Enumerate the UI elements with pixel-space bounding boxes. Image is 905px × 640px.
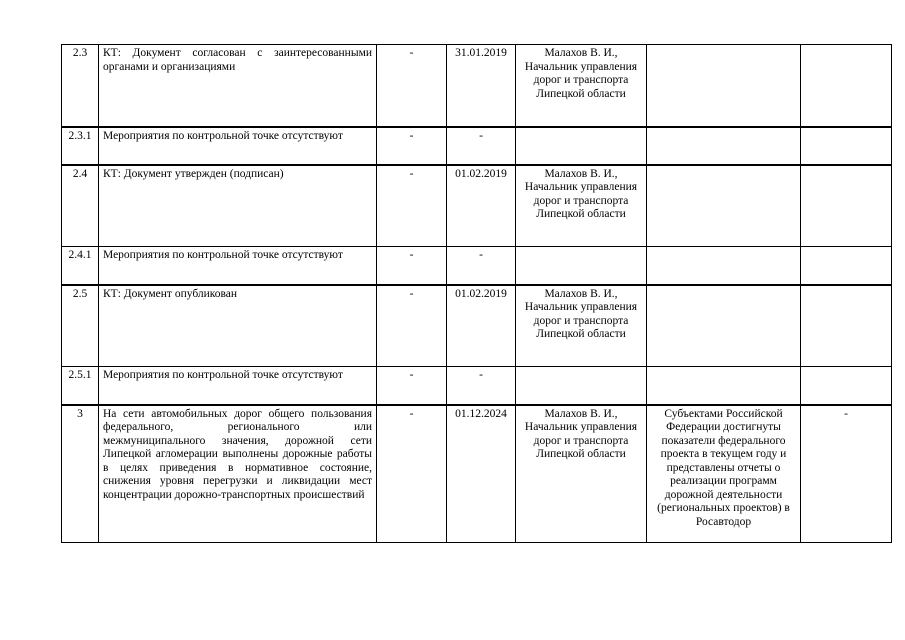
row-extra <box>801 285 892 367</box>
row-result <box>647 165 801 247</box>
row-dash: - <box>377 405 447 543</box>
row-result: Субъектами Российской Федерации достигнуты показатели федерального проекта в текущем году и представлены отчеты о реализации программ дорожной деятельности (региональных проектов) в Росавтодор <box>647 405 801 543</box>
row-number: 2.3 <box>62 45 99 127</box>
row-extra <box>801 127 892 165</box>
row-result <box>647 127 801 165</box>
row-result <box>647 367 801 405</box>
row-number: 2.5 <box>62 285 99 367</box>
row-extra <box>801 45 892 127</box>
row-responsible <box>516 367 647 405</box>
table-row <box>62 285 892 367</box>
row-date: - <box>447 367 516 405</box>
row-extra <box>801 367 892 405</box>
row-date: 31.01.2019 <box>447 45 516 127</box>
row-dash: - <box>377 127 447 165</box>
table-row <box>62 165 892 247</box>
row-description: КТ: Документ согласован с заинтересованными органами и организациями <box>99 45 377 127</box>
row-responsible: Малахов В. И., Начальник управления дорог и транспорта Липецкой области <box>516 285 647 367</box>
table-row <box>62 405 892 543</box>
row-description: Мероприятия по контрольной точке отсутствуют <box>99 247 377 285</box>
row-number: 2.4 <box>62 165 99 247</box>
row-responsible: Малахов В. И., Начальник управления дорог и транспорта Липецкой области <box>516 165 647 247</box>
row-date: - <box>447 247 516 285</box>
row-responsible <box>516 127 647 165</box>
row-number: 2.3.1 <box>62 127 99 165</box>
table-row <box>62 45 892 127</box>
row-description: Мероприятия по контрольной точке отсутствуют <box>99 127 377 165</box>
row-dash: - <box>377 285 447 367</box>
row-extra <box>801 247 892 285</box>
row-description: На сети автомобильных дорог общего пользования федерального, регионального или межмуниципального значения, дорожной сети Липецкой агломерации выполнены дорожные работы в целях приведения в нормативное состояние, снижения уровня перегрузки и ликвидации мест концентрации дорожно-транспортных происшествий <box>99 405 377 543</box>
row-responsible <box>516 247 647 285</box>
table-row <box>62 127 892 165</box>
row-responsible: Малахов В. И., Начальник управления дорог и транспорта Липецкой области <box>516 45 647 127</box>
plan-table <box>61 44 892 543</box>
row-responsible: Малахов В. И., Начальник управления дорог и транспорта Липецкой области <box>516 405 647 543</box>
row-date: 01.12.2024 <box>447 405 516 543</box>
table-row <box>62 247 892 285</box>
row-extra <box>801 165 892 247</box>
row-description: КТ: Документ опубликован <box>99 285 377 367</box>
row-number: 2.4.1 <box>62 247 99 285</box>
row-date: - <box>447 127 516 165</box>
row-dash: - <box>377 45 447 127</box>
row-date: 01.02.2019 <box>447 165 516 247</box>
table-row <box>62 367 892 405</box>
row-dash: - <box>377 165 447 247</box>
row-date: 01.02.2019 <box>447 285 516 367</box>
row-number: 3 <box>62 405 99 543</box>
row-extra: - <box>801 405 892 543</box>
row-result <box>647 45 801 127</box>
row-result <box>647 285 801 367</box>
row-description: Мероприятия по контрольной точке отсутствуют <box>99 367 377 405</box>
row-dash: - <box>377 247 447 285</box>
row-result <box>647 247 801 285</box>
row-dash: - <box>377 367 447 405</box>
row-description: КТ: Документ утвержден (подписан) <box>99 165 377 247</box>
row-number: 2.5.1 <box>62 367 99 405</box>
